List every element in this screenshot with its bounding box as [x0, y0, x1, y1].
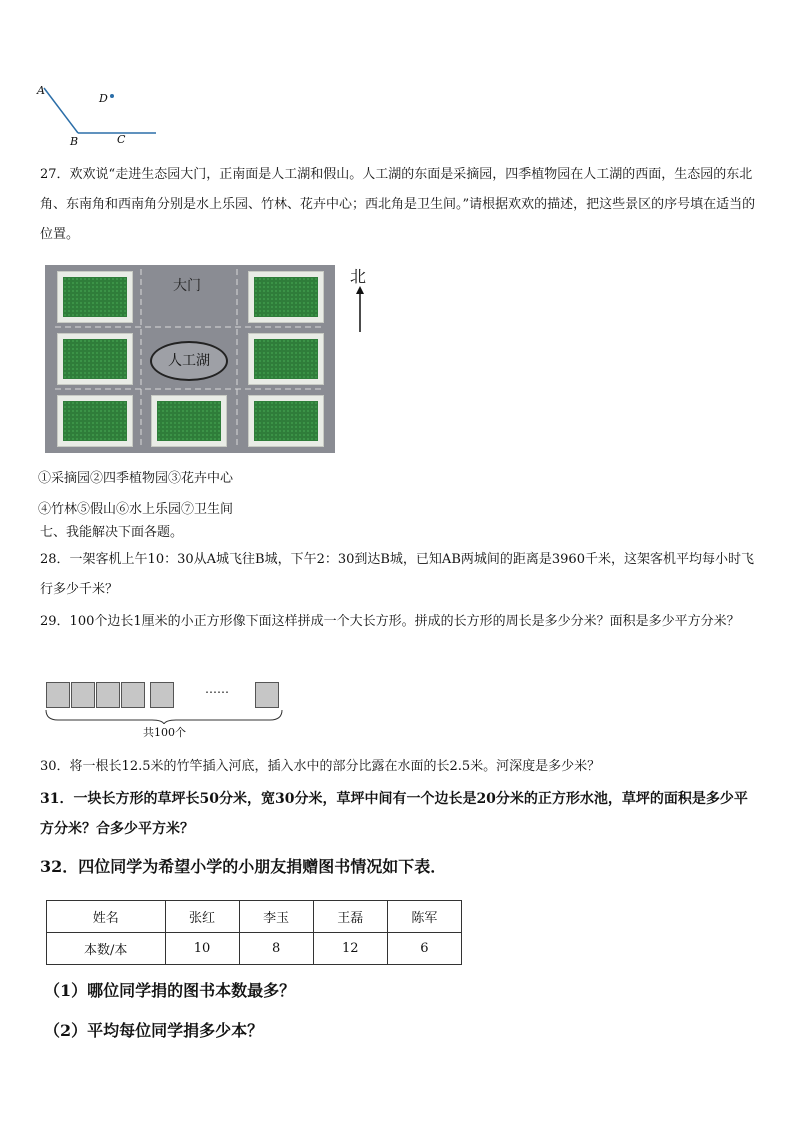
point-c-label: C	[117, 133, 126, 146]
table-header-cell: 陈军	[387, 901, 461, 933]
brace-label: 共100个	[143, 726, 186, 739]
table-cell: 12	[313, 933, 387, 965]
brace	[44, 708, 284, 724]
table-header-cell: 王磊	[313, 901, 387, 933]
question-30: 30．将一根长12.5米的竹竿插入河底，插入水中的部分比露在水面的长2.5米。河深度是多少米？	[40, 759, 601, 774]
angle-figure	[30, 78, 170, 150]
point-b-label: B	[70, 135, 79, 148]
small-square	[150, 682, 174, 708]
table-row	[47, 901, 462, 933]
table-cell: 10	[165, 933, 239, 965]
table-header-cell: 张红	[165, 901, 239, 933]
table-header-cell: 李玉	[239, 901, 313, 933]
park-map	[45, 265, 335, 453]
question-27: 27．欢欢说“走进生态园大门，正南面是人工湖和假山。人工湖的东面是采摘园，四季植物园在人工湖的西面，生态园的东北角、东南角和西南角分别是水上乐园、竹林、花卉中心；西北角是卫生间。”请根据欢欢的描述，把这些景区的序号填在适当的位置。	[40, 167, 756, 242]
question-32-part-2: （2）平均每位同学捐多少本？	[44, 1021, 264, 1040]
table-cell: 8	[239, 933, 313, 965]
options-line-2: ④竹林⑤假山⑥水上乐园⑦卫生间	[38, 502, 234, 517]
small-square	[46, 682, 70, 708]
north-label: 北	[350, 267, 367, 286]
books-table	[46, 900, 462, 965]
question-32-part-1: （1）哪位同学捐的图书本数最多？	[44, 981, 296, 1000]
ellipsis-dots: ……	[205, 682, 229, 696]
table-row	[47, 933, 462, 965]
gate-label: 大门	[173, 278, 201, 294]
small-square	[71, 682, 95, 708]
map-dashed-roads	[45, 265, 335, 453]
question-29: 29．100个边长1厘米的小正方形像下面这样拼成一个大长方形。拼成的长方形的周长是多少分米？面积是多少平方分米？	[40, 614, 740, 629]
north-arrow-icon	[354, 286, 366, 334]
question-32: 32．四位同学为希望小学的小朋友捐赠图书情况如下表．	[40, 857, 447, 876]
options-line-1: ①采摘园②四季植物园③花卉中心	[38, 471, 234, 486]
question-28: 28．一架客机上午10：30从A城飞往B城，下午2：30到达B城，已知AB两城间的距离是3960千米，这架客机平均每小时飞行多少千米？	[40, 552, 754, 597]
table-header-cell: 姓名	[47, 901, 166, 933]
point-d-label: D	[99, 92, 108, 105]
table-cell: 本数/本	[47, 933, 166, 965]
question-31: 31．一块长方形的草坪长50分米，宽30分米，草坪中间有一个边长是20分米的正方形水池，草坪的面积是多少平方分米？合多少平方米？	[40, 791, 748, 837]
small-square	[255, 682, 279, 708]
small-square	[96, 682, 120, 708]
section-7-heading: 七、我能解决下面各题。	[40, 525, 184, 540]
point-a-label: A	[37, 84, 45, 97]
table-cell: 6	[387, 933, 461, 965]
lake-label: 人工湖	[168, 353, 210, 369]
small-square	[121, 682, 145, 708]
